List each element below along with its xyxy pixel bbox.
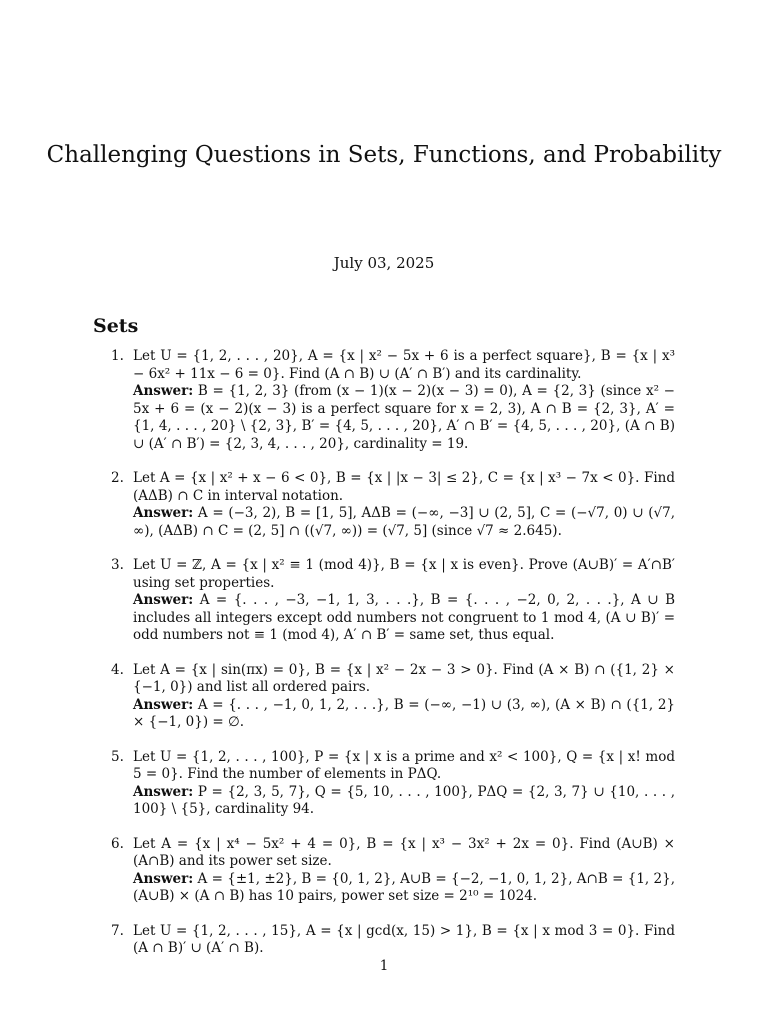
answer-label: Answer: (133, 870, 194, 887)
question-text: Let A = {x | x⁴ − 5x² + 4 = 0}, B = {x | x³ − 3x² + 2x = 0}. Find (A∪B) × (A∩B) and its power set size. (133, 835, 675, 869)
question-text: Let U = {1, 2, . . . , 20}, A = {x | x² − 5x + 6 is a perfect square}, B = {x | x³ − 6x² + 11x − 6 = 0}. Find (A ∩ B) ∪ (A′ ∩ B′) and its cardinality. (133, 348, 675, 382)
answer-block (133, 505, 675, 540)
paper-title: Challenging Questions in Sets, Functions, and Probability (46, 142, 722, 168)
question-text: Let U = {1, 2, . . . , 100}, P = {x | x is a prime and x² < 100}, Q = {x | x! mod 5 = 0}. Find the number of elements in PΔQ. (133, 748, 675, 782)
question-number: 1. (111, 348, 124, 364)
question-list (108, 348, 675, 975)
section-title: Sets (93, 315, 139, 337)
answer-text: A = {±1, ±2}, B = {0, 1, 2}, A∪B = {−2, −1, 0, 1, 2}, A∩B = {1, 2}, (A∪B) × (A ∩ B) has 10 pairs, power set size = 2¹⁰ = 1024. (133, 870, 676, 904)
question-item (108, 749, 675, 819)
question-item (108, 923, 675, 958)
question-number: 3. (111, 557, 124, 573)
answer-block (133, 871, 675, 906)
question-item (108, 557, 675, 645)
page-number: 1 (379, 958, 389, 974)
question-text: Let A = {x | x² + x − 6 < 0}, B = {x | |x − 3| ≤ 2}, C = {x | x³ − 7x < 0}. Find (AΔB) ∩ C in interval notation. (133, 470, 675, 504)
answer-label: Answer: (133, 592, 194, 608)
paper-date: July 03, 2025 (333, 254, 435, 272)
question-number: 6. (111, 835, 124, 852)
question-number: 5. (111, 748, 124, 765)
question-text: Let A = {x | sin(πx) = 0}, B = {x | x² − 2x − 3 > 0}. Find (A × B) ∩ ({1, 2} × {−1, 0}) and list all ordered pairs. (133, 661, 675, 695)
answer-text: A = {. . . , −3, −1, 1, 3, . . .}, B = {. . . , −2, 0, 2, . . .}, A ∪ B includes all integers except odd numbers not congruent to 1 mod 4, (A ∪ B)′ = odd numbers not ≡ 1 (mod 4), A′ ∩ B′ = same set, thus equal. (133, 592, 675, 643)
question-item (108, 348, 675, 453)
answer-block (133, 383, 675, 453)
question-text: Let U = ℤ, A = {x | x² ≡ 1 (mod 4)}, B = {x | x is even}. Prove (A∪B)′ = A′∩B′ using set properties. (133, 557, 675, 591)
answer-label: Answer: (133, 696, 194, 713)
question-text: Let U = {1, 2, . . . , 15}, A = {x | gcd(x, 15) > 1}, B = {x | x mod 3 = 0}. Find (A ∩ B)′ ∪ (A′ ∩ B). (133, 922, 675, 956)
question-item (108, 662, 675, 732)
answer-block (133, 784, 675, 819)
answer-text: A = {. . . , −1, 0, 1, 2, . . .}, B = (−∞, −1) ∪ (3, ∞), (A × B) ∩ ({1, 2} × {−1, 0}) = ∅. (133, 696, 676, 730)
answer-block (133, 697, 675, 732)
answer-label: Answer: (133, 383, 194, 399)
question-number: 4. (111, 661, 124, 678)
question-number: 7. (111, 922, 124, 939)
answer-text: A = (−3, 2), B = [1, 5], AΔB = (−∞, −3] ∪ (2, 5], C = (−√7, 0) ∪ (√7, ∞), (AΔB) ∩ C = (2, 5] ∩ ((√7, ∞)) = (√7, 5] (since √7 ≈ 2.645). (133, 505, 675, 539)
answer-text: B = {1, 2, 3} (from (x − 1)(x − 2)(x − 3) = 0), A = {2, 3} (since x² − 5x + 6 = (x − 2)(x − 3) is a perfect square for x = 2, 3), A ∩ B = {2, 3}, A′ = {1, 4, . . . , 20} \ {2, 3}, B′ = {4, 5, . . . , 20}, A′ ∩ B′ = {4, 5, . . . , 20}, (A ∩ B) ∪ (A′ ∩ B′) = {2, 3, 4, . . . , 20}, cardinality = 19. (133, 383, 675, 452)
question-number: 2. (111, 470, 124, 486)
answer-label: Answer: (133, 505, 194, 521)
question-item (108, 470, 675, 540)
question-item (108, 836, 675, 906)
answer-label: Answer: (133, 783, 194, 800)
answer-block (133, 592, 675, 645)
answer-text: P = {2, 3, 5, 7}, Q = {5, 10, . . . , 100}, PΔQ = {2, 3, 7} ∪ {10, . . . , 100} \ {5}, cardinality 94. (133, 783, 675, 817)
